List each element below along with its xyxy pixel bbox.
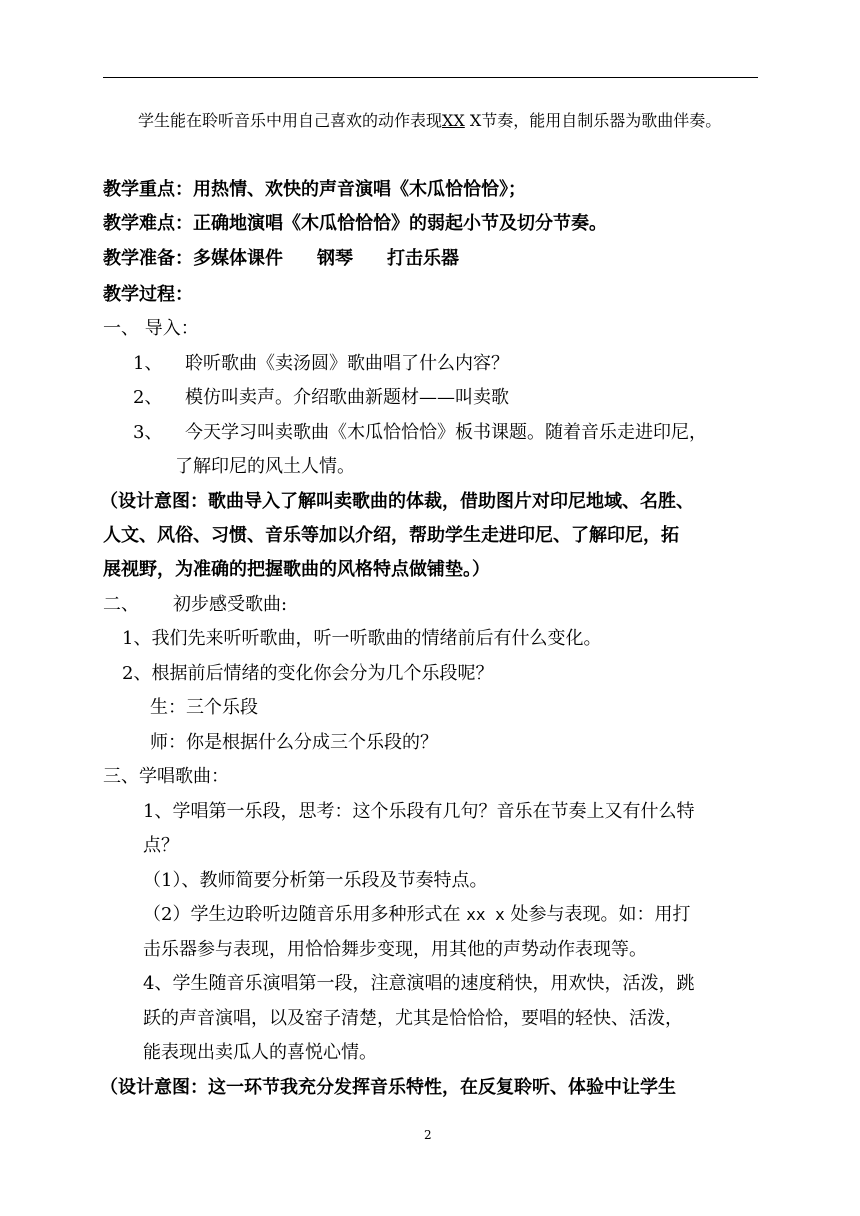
preparation-item-percussion: 打击乐器 [387,248,459,269]
section1-item-3 [133,421,707,445]
preparation-item-piano: 钢琴 [317,248,353,269]
preparation-label: 教学准备：多媒体课件 [103,248,283,269]
item-text: 模仿叫卖声。介绍歌曲新题材——叫卖歌 [185,387,509,408]
item-text: 聆听歌曲《卖汤圆》歌曲唱了什么内容？ [185,353,509,374]
section3-item-1-line-2: 点？ [143,835,179,856]
sub2-rhythm: xx x [466,905,505,924]
section1-item-1 [133,352,509,376]
page-number: 2 [424,1128,432,1142]
rhythm-plain: X [469,111,482,130]
difficulty: 教学难点：正确地演唱《木瓜恰恰恰》的弱起小节及切分节奏。 [103,213,607,234]
rhythm-underlined: XX [442,111,465,130]
section2-item-2: 2、根据前后情绪的变化你会分为几个乐段呢？ [122,663,494,684]
section3-item-1-line-1: 1、学唱第一乐段，思考：这个乐段有几句？音乐在节奏上又有什么特 [143,801,695,822]
design-intent-1-line-3: 展视野，为准确的把握歌曲的风格特点做铺垫。） [103,559,490,580]
section3-item-4-line-3: 能表现出卖瓜人的喜悦心情。 [143,1042,377,1063]
sub2-text-a: （2）学生边聆听边随音乐用多种形式在 [143,904,461,925]
section3-sub-2-line-1 [143,903,690,927]
student-answer: 生：三个乐段 [150,697,258,718]
item-number: 2、 [133,387,163,408]
section3-item-4-line-1: 4、学生随音乐演唱第一段，注意演唱的速度稍快，用欢快，活泼，跳 [143,973,695,994]
section1-item-3-continuation: 了解印尼的风土人情。 [175,456,355,477]
section3-heading: 三、学唱歌曲： [103,766,229,787]
item-text: 今天学习叫卖歌曲《木瓜恰恰恰》板书课题。随着音乐走进印尼， [185,422,707,443]
section3-sub-1: （1）、教师简要分析第一乐段及节奏特点。 [143,870,488,891]
item-number: 3、 [133,422,163,443]
teacher-question: 师：你是根据什么分成三个乐段的？ [150,732,438,753]
section2-title: 初步感受歌曲: [173,594,288,615]
preparation [103,247,459,271]
section2-item-1: 1、我们先来听听歌曲，听一听歌曲的情绪前后有什么变化。 [122,628,602,649]
sub2-text-b: 处参与表现。如：用打 [510,904,691,925]
design-intent-1-line-1: （设计意图：歌曲导入了解叫卖歌曲的体裁，借助图片对印尼地域、名胜、 [100,491,694,512]
section1-item-2 [133,386,509,410]
design-intent-2: （设计意图：这一环节我充分发挥音乐特性，在反复聆听、体验中让学生 [100,1077,676,1098]
section1-heading: 一、 导入： [103,318,199,339]
section3-item-4-line-2: 跃的声音演唱，以及窑子清楚，尤其是恰恰恰，要唱的轻快、活泼， [143,1008,683,1029]
process-title: 教学过程： [103,284,193,305]
section2-number: 二、 [103,594,139,615]
design-intent-1-line-2: 人文、风俗、习惯、音乐等加以介绍，帮助学生走进印尼、了解印尼，拓 [103,525,679,546]
section2-heading [103,593,287,617]
objective-suffix: 节奏，能用自制乐器为歌曲伴奏。 [481,111,722,130]
key-point: 教学重点：用热情、欢快的声音演唱《木瓜恰恰恰》； [103,179,526,200]
objective-prefix: 学生能在聆听音乐中用自己喜欢的动作表现 [138,111,443,130]
header-rule [103,77,758,78]
item-number: 1、 [133,353,163,374]
section3-sub-2-line-2: 击乐器参与表现，用恰恰舞步变现，用其他的声势动作表现等。 [143,939,647,960]
objective-line [138,109,721,133]
